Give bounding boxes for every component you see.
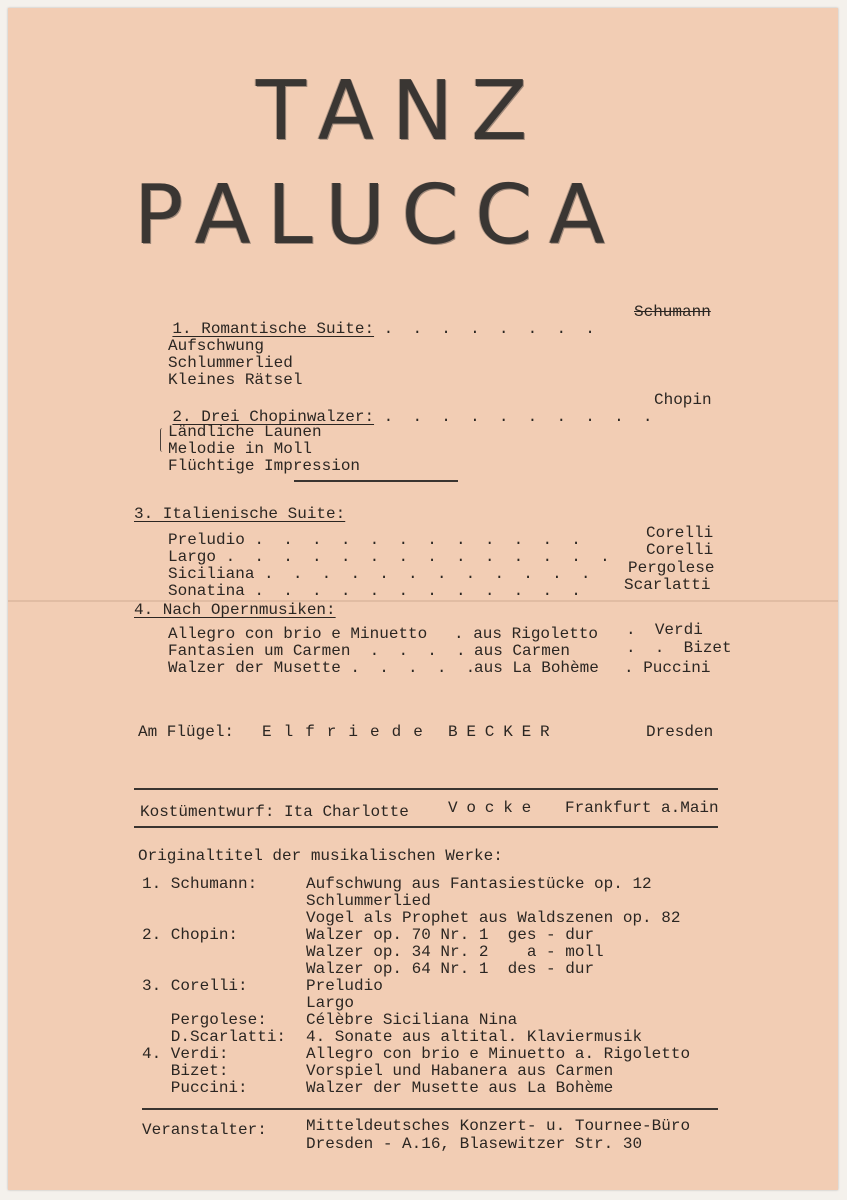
source-text: aus La Bohème (474, 659, 599, 677)
composer-name: . . Bizet (626, 639, 732, 657)
divider (134, 788, 718, 790)
section-2-heading: 2. Drei Chopinwalzer: (172, 408, 375, 426)
composer-name: . Puccini (624, 659, 711, 677)
original-composer: 4. Verdi: (142, 1045, 229, 1063)
list-item: Flüchtige Impression (168, 457, 361, 475)
section-2-composer: Chopin (654, 391, 712, 409)
original-work: Vorspiel und Habanera aus Carmen (306, 1062, 614, 1080)
piano-first-name: Elfriede (262, 723, 435, 741)
original-work: Walzer op. 64 Nr. 1 des - dur (306, 960, 595, 978)
list-item: Largo . . . . . . . . . . . . . . (168, 548, 610, 566)
composer-name: Corelli (646, 541, 714, 559)
section-1-heading: 1. Romantische Suite: (172, 320, 375, 338)
original-work: Allegro con brio e Minuetto a. Rigoletto (306, 1045, 691, 1063)
organizer-label: Veranstalter: (142, 1121, 267, 1139)
brace-mark (160, 428, 165, 452)
divider (294, 480, 458, 482)
program-sheet (8, 8, 838, 1190)
original-work: Célèbre Siciliana Nina (306, 1011, 518, 1029)
original-work: Vogel als Prophet aus Waldszenen op. 82 (306, 909, 681, 927)
title-tanz: TANZ (256, 64, 546, 159)
source-text: aus Carmen (474, 642, 571, 660)
costume-surname: Vocke (448, 799, 541, 817)
piano-last-name: BECKER (448, 723, 559, 741)
list-item: Fantasien um Carmen . . . . (168, 642, 466, 660)
originals-heading: Originaltitel der musikalischen Werke: (138, 847, 503, 865)
original-composer: Pergolese: (142, 1011, 267, 1029)
list-item: Allegro con brio e Minuetto (168, 625, 428, 643)
list-item: Ländliche Launen (168, 423, 322, 441)
original-work: Schlummerlied (306, 892, 431, 910)
composer-name: Scarlatti (624, 576, 711, 594)
section-1-composer: Schumann (634, 303, 711, 321)
original-work: Walzer der Musette aus La Bohème (306, 1079, 614, 1097)
divider (142, 1108, 718, 1110)
divider (134, 826, 718, 828)
list-item: Siciliana . . . . . . . . . . . . (168, 565, 591, 583)
section-3-heading: 3. Italienische Suite: (134, 505, 346, 523)
title-palucca: PALUCCA (134, 168, 622, 263)
composer-name: Pergolese (628, 559, 715, 577)
piano-city: Dresden (646, 723, 714, 741)
original-work: Largo (306, 994, 355, 1012)
paper-fold (8, 600, 838, 602)
original-composer: Puccini: (142, 1079, 248, 1097)
list-item: Melodie in Moll (168, 440, 313, 458)
costume-line: Kostümentwurf: Ita Charlotte (140, 803, 409, 821)
list-item: Sonatina . . . . . . . . . . . . (168, 582, 581, 600)
original-work: 4. Sonate aus altital. Klaviermusik (306, 1028, 643, 1046)
dot-leader: . . . . . . . . (374, 320, 615, 338)
list-item: Preludio . . . . . . . . . . . . (168, 531, 581, 549)
section-4-heading: 4. Nach Opernmusiken: (134, 601, 336, 619)
original-composer: Bizet: (142, 1062, 229, 1080)
source-text: . aus Rigoletto (454, 625, 599, 643)
composer-name: . Verdi (626, 621, 703, 639)
original-composer: 3. Corelli: (142, 977, 248, 995)
organizer-line-1: Mitteldeutsches Konzert- u. Tournee-Büro (306, 1117, 691, 1135)
original-work: Preludio (306, 977, 383, 995)
original-work: Walzer op. 34 Nr. 2 a - moll (306, 943, 604, 961)
list-item: Schlummerlied (168, 354, 293, 372)
list-item: Kleines Rätsel (168, 371, 303, 389)
original-work: Aufschwung aus Fantasiestücke op. 12 (306, 875, 652, 893)
piano-label: Am Flügel: (138, 723, 235, 741)
composer-name: Corelli (646, 524, 714, 542)
list-item: Aufschwung (168, 337, 265, 355)
organizer-line-2: Dresden - A.16, Blasewitzer Str. 30 (306, 1135, 643, 1153)
original-composer: 2. Chopin: (142, 926, 239, 944)
dot-leader: . . . . . . . . . . (374, 408, 672, 426)
original-composer: D.Scarlatti: (142, 1028, 287, 1046)
list-item: Walzer der Musette . . . . . (168, 659, 476, 677)
original-work: Walzer op. 70 Nr. 1 ges - dur (306, 926, 595, 944)
original-composer: 1. Schumann: (142, 875, 258, 893)
costume-city: Frankfurt a.Main (565, 799, 719, 817)
